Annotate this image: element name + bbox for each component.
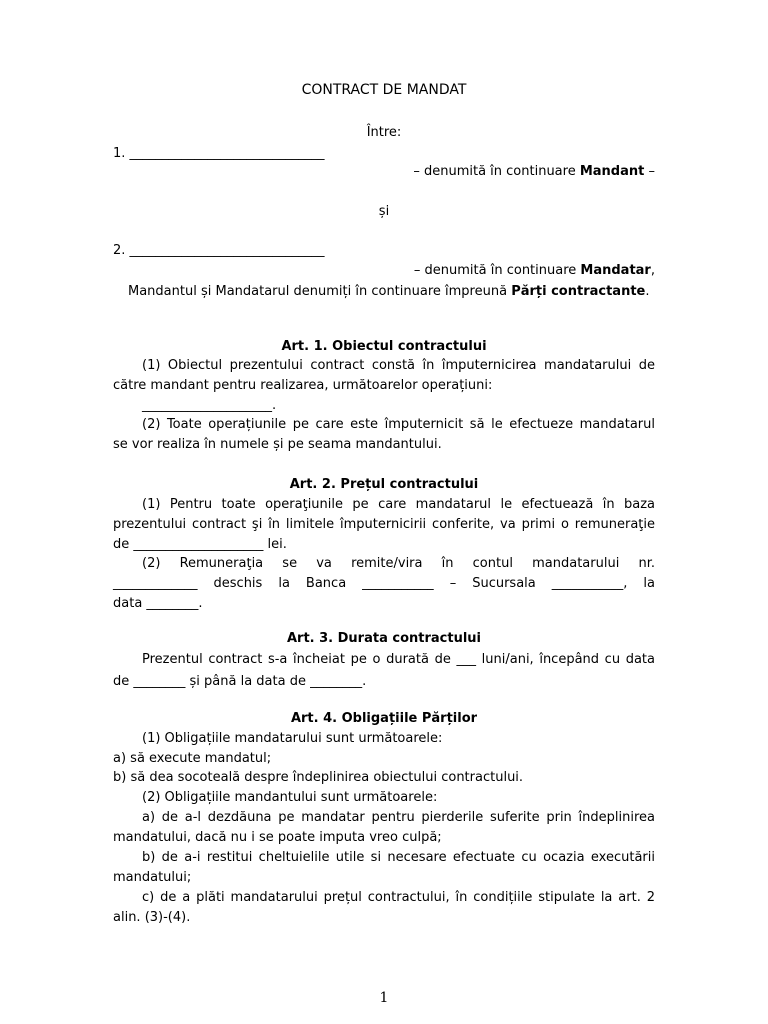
art1-paragraph-line: către mandant pentru realizarea, următoarelor operațiuni: [113, 378, 493, 393]
mandant-role: Mandant [579, 164, 645, 179]
art4-line: (2) Obligațiile mandantului sunt următoarele: [142, 790, 438, 805]
art1-paragraph-line: se vor realiza în numele și pe seama mandantului. [113, 437, 442, 452]
page-number: 1 [379, 990, 389, 1006]
art2-heading: Art. 2. Prețul contractului [289, 477, 479, 492]
art4-line: mandatului, dacă nu i se poate imputa vreo culpă; [113, 830, 442, 845]
art3-heading: Art. 3. Durata contractului [286, 631, 482, 646]
art1-paragraph-line: (1) Obiectul prezentului contract constă în împuternicirea mandatarului de [142, 358, 655, 373]
art4-line: alin. (3)-(4). [113, 910, 191, 925]
art3-paragraph-line: de ________ și până la data de ________. [113, 674, 367, 689]
art4-line: (1) Obligațiile mandatarului sunt următoarele: [142, 731, 443, 746]
document-page [113, 0, 655, 1024]
party2-description: – denumită în continuare Mandatar, [413, 263, 655, 278]
mandatar-role: Mandatar [580, 263, 651, 278]
art1-heading: Art. 1. Obiectul contractului [281, 339, 487, 354]
art2-paragraph-line: prezentului contract şi în limitele împuternicirii conferite, va primi o remuneraţie [113, 517, 655, 532]
party1-blank-line: 1. ______________________________ [113, 146, 325, 161]
art2-paragraph-line: (2) Remuneraţia se va remite/vira în contul mandatarului nr. [142, 556, 655, 571]
art2-paragraph-line: _____________ deschis la Banca ___________ – Sucursala ___________, la [113, 576, 655, 591]
art4-heading: Art. 4. Obligațiile Părților [290, 711, 478, 726]
art1-blank-line: ____________________. [142, 398, 277, 413]
art2-blank-line: de ____________________ lei. [113, 537, 287, 552]
intro-and: și [378, 204, 390, 219]
art4-line: c) de a plăti mandatarului prețul contractului, în condițiile stipulate la art. 2 [142, 890, 655, 905]
art4-line: b) să dea socoteală despre îndeplinirea obiectului contractului. [113, 770, 524, 785]
art4-line: mandatului; [113, 870, 192, 885]
art4-line: b) de a-i restitui cheltuielile utile si necesare efectuate cu ocazia executării [142, 850, 655, 865]
document-title: CONTRACT DE MANDAT [301, 82, 467, 98]
art4-line: a) să execute mandatul; [113, 751, 272, 766]
art3-paragraph-line: Prezentul contract s-a încheiat pe o durată de ___ luni/ani, începând cu data [142, 652, 655, 667]
art4-line: a) de a-l dezdăuna pe mandatar pentru pierderile suferite prin îndeplinirea [142, 810, 655, 825]
party2-blank-line: 2. ______________________________ [113, 243, 325, 258]
party1-description: – denumită în continuare Mandant – [413, 164, 655, 179]
parties-joint-definition: Mandantul și Mandatarul denumiți în continuare împreună Părți contractante. [128, 284, 650, 299]
art1-paragraph-line: (2) Toate operațiunile pe care este împuternicit să le efectueze mandatarul [142, 417, 655, 432]
art2-blank-line: data ________. [113, 596, 203, 611]
art2-paragraph-line: (1) Pentru toate operaţiunile pe care mandatarul le efectuează în baza [142, 497, 655, 512]
intro-between: Între: [366, 125, 402, 140]
